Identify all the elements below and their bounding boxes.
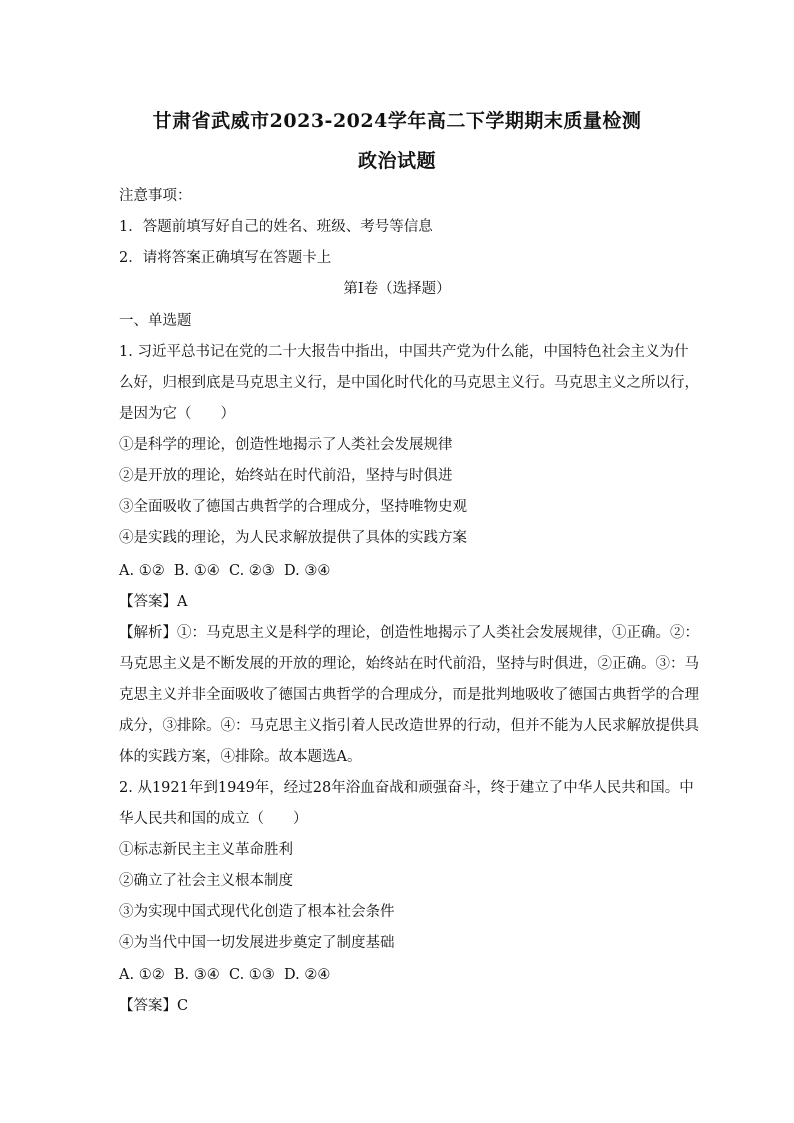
volume-heading: 第I卷（选择题） [343, 281, 451, 297]
note-item: 2．请将答案正确填写在答题卡上 [119, 250, 332, 266]
question-stem-line: 么好，归根到底是马克思主义行，是中国化时代化的马克思主义行。马克思主义之所以行， [119, 375, 699, 391]
exam-title: 甘肃省武威市2023-2024学年高二下学期期末质量检测 [152, 110, 642, 132]
answer-label: 【答案】A [119, 594, 188, 610]
analysis-line: 成分，③排除。④：马克思主义指引着人民改造世界的行动，但并不能为人民求解放提供具 [119, 718, 699, 734]
answer-choices: A. ①② B. ①④ C. ②③ D. ③④ [119, 563, 331, 579]
answer-label: 【答案】C [119, 998, 189, 1014]
exam-subtitle: 政治试题 [357, 150, 436, 172]
question-option: ③为实现中国式现代化创造了根本社会条件 [119, 904, 395, 920]
question-option: ①标志新民主主义革命胜利 [119, 842, 293, 858]
answer-choices: A. ①② B. ③④ C. ①③ D. ②④ [119, 967, 331, 983]
analysis-line: 【解析】①：马克思主义是科学的理论，创造性地揭示了人类社会发展规律，①正确。②： [119, 625, 699, 641]
question-option: ②是开放的理论，始终站在时代前沿，坚持与时俱进 [119, 468, 453, 484]
note-item: 1．答题前填写好自己的姓名、班级、考号等信息 [119, 219, 433, 235]
section-heading: 一、单选题 [119, 313, 192, 329]
question-option: ③全面吸收了德国古典哲学的合理成分，坚持唯物史观 [119, 499, 467, 515]
analysis-line: 克思主义并非全面吸收了德国古典哲学的合理成分，而是批判地吸收了德国古典哲学的合理 [119, 687, 699, 703]
question-option: ①是科学的理论，创造性地揭示了人类社会发展规律 [119, 437, 453, 453]
question-option: ②确立了社会主义根本制度 [119, 873, 293, 889]
question-stem-line: 是因为它（ ） [119, 406, 235, 422]
analysis-line: 马克思主义是不断发展的开放的理论，始终站在时代前沿，坚持与时俱进，②正确。③：马 [119, 656, 699, 672]
question-option: ④为当代中国一切发展进步奠定了制度基础 [119, 935, 395, 951]
question-stem-line: 1. 习近平总书记在党的二十大报告中指出，中国共产党为什么能，中国特色社会主义为什 [119, 344, 689, 360]
notes-heading: 注意事项： [119, 188, 192, 204]
analysis-line: 体的实践方案，④排除。故本题选A。 [119, 749, 362, 765]
question-option: ④是实践的理论，为人民求解放提供了具体的实践方案 [119, 530, 467, 546]
question-stem-line: 华人民共和国的成立（ ） [119, 811, 308, 827]
question-stem-line: 2. 从1921年到1949年，经过28年浴血奋战和顽强奋斗，终于建立了中华人民共和国。中 [119, 780, 694, 796]
